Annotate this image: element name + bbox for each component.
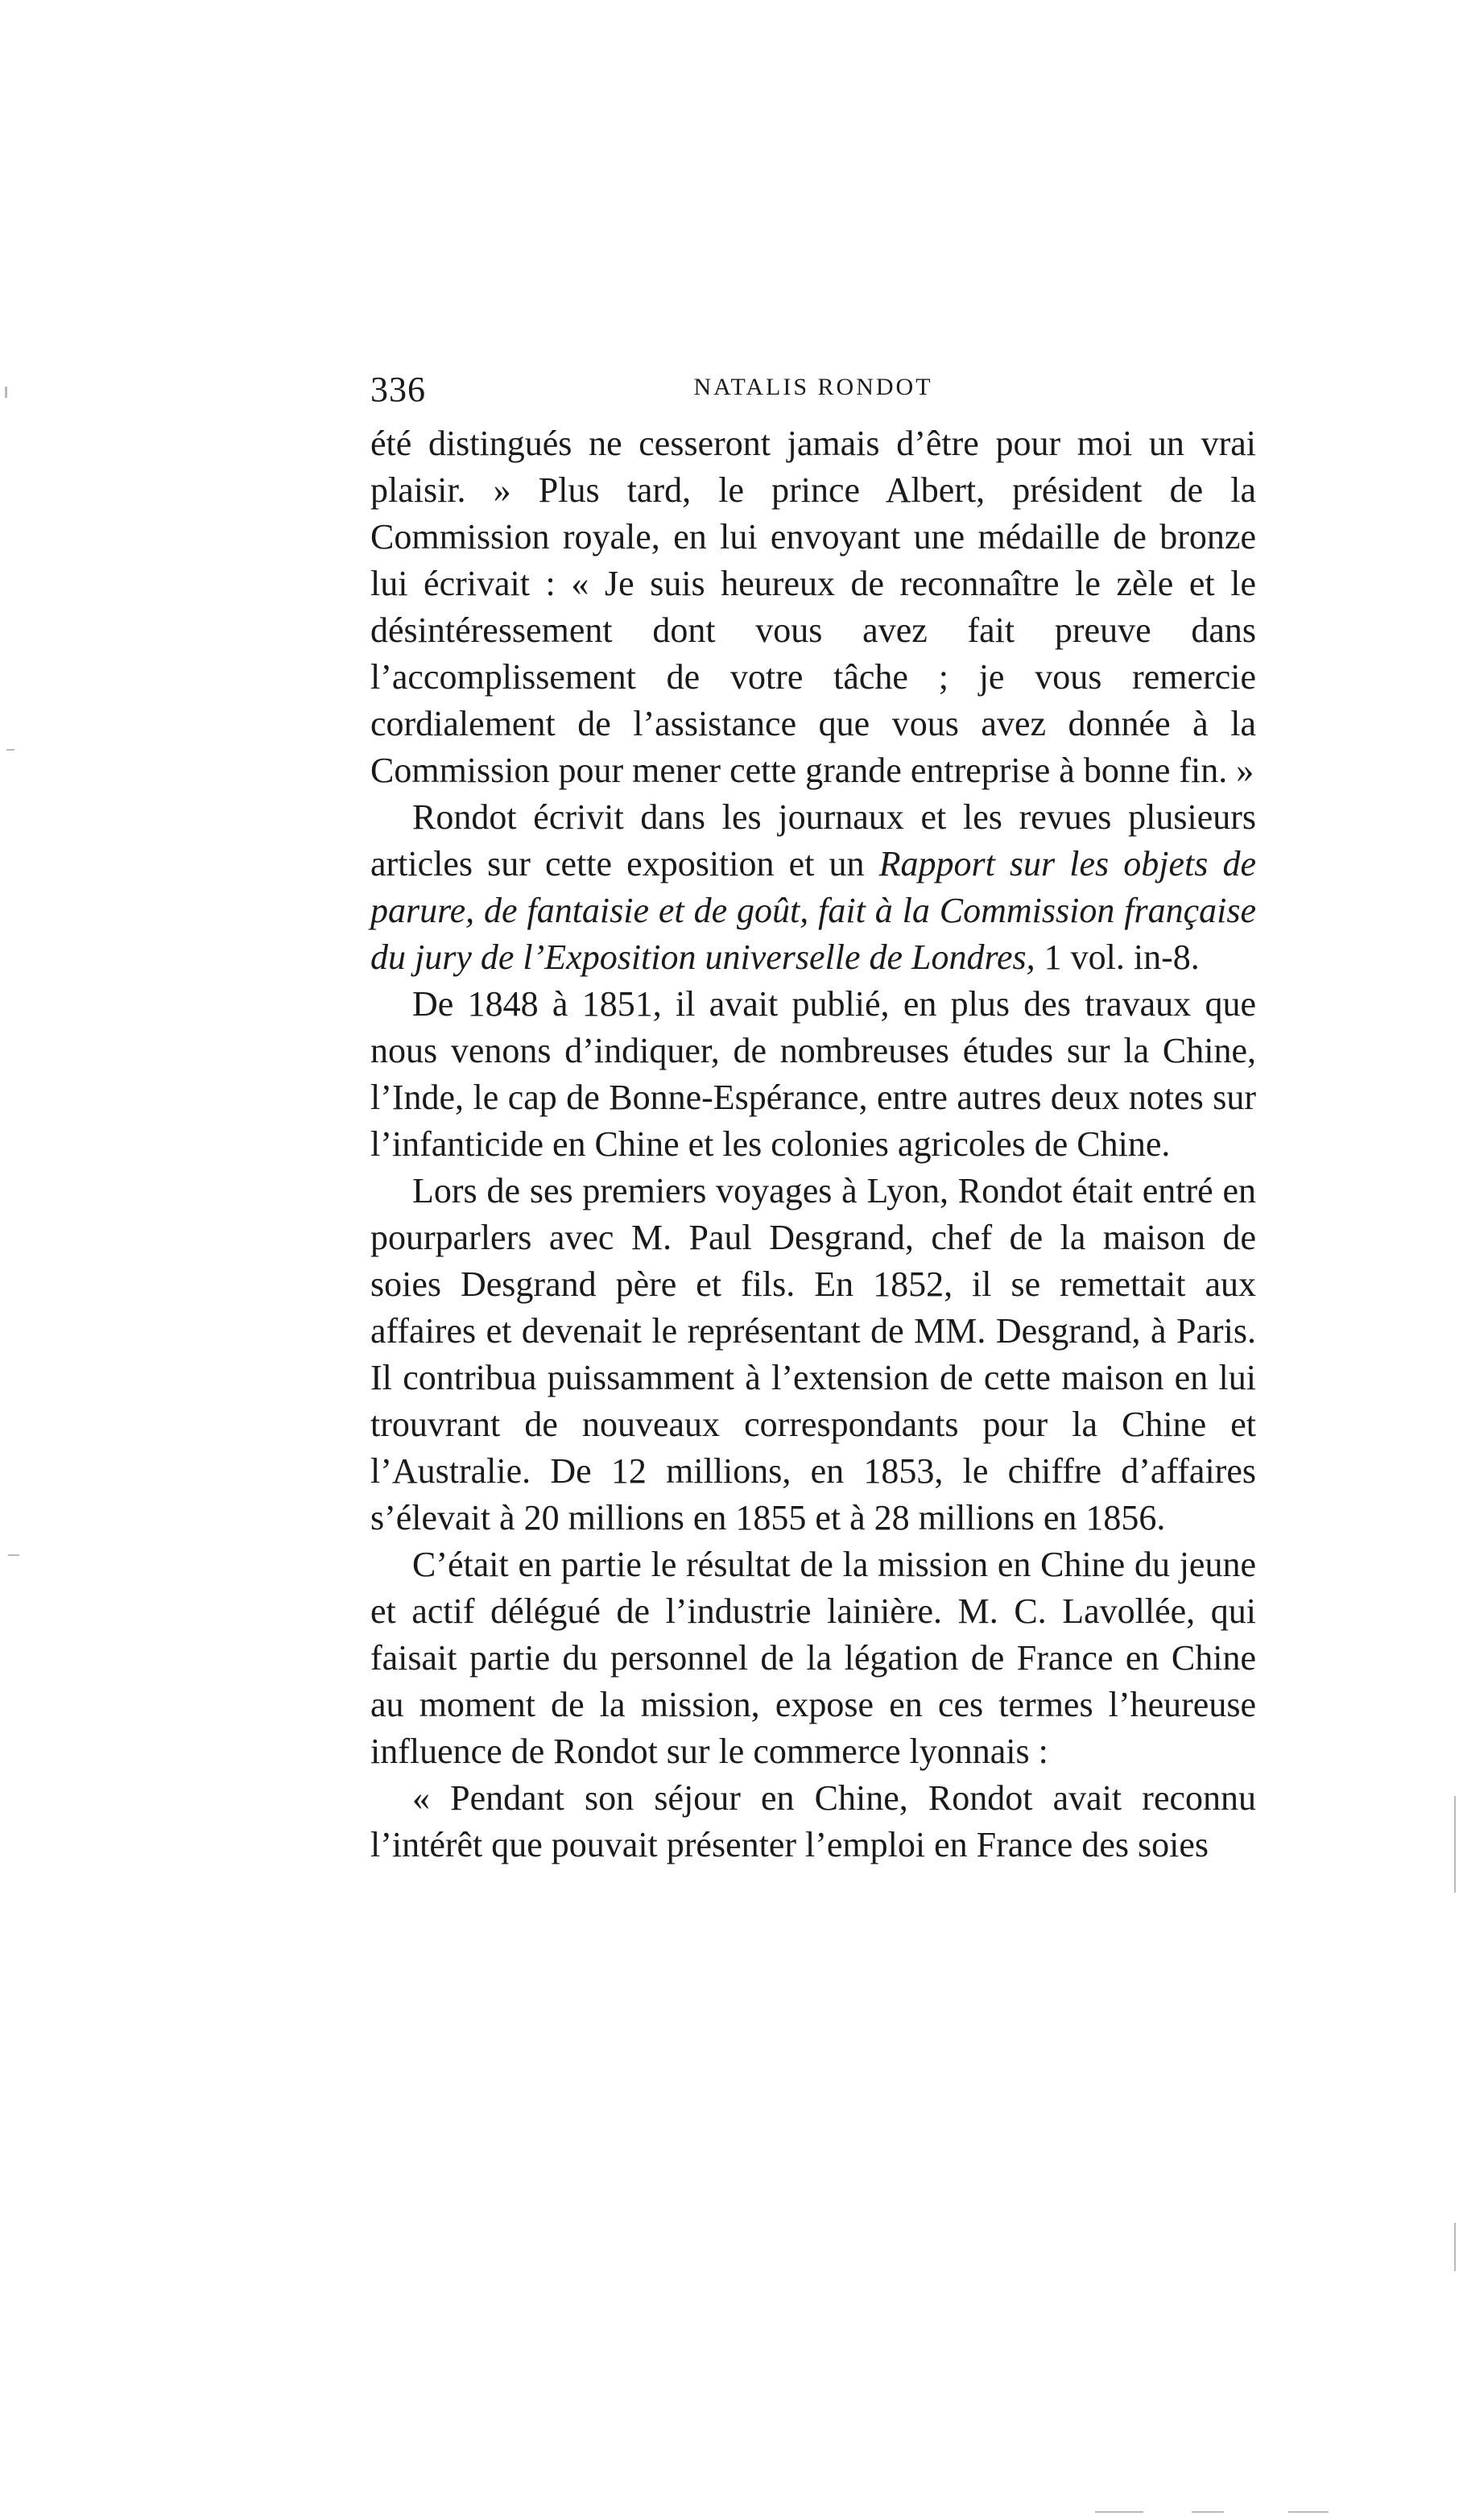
paragraph [370, 794, 1256, 981]
book-page [370, 369, 1256, 1868]
text-segment: été distingués ne cesseront jamais d’être pour moi un vrai plaisir. » Plus tard, le prince Albert, président de la Commission royale, en lui envoyant une médaille de bronze lui écrivait : « Je suis heureux de reconnaître le zèle et le désintéressement dont vous avez fait preuve dans l’accomplissement de votre tâche ; je vous remercie cordialement de l’assistance que vous avez donnée à la Commission pour mener cette grande entreprise à bonne fin. » [370, 424, 1256, 790]
margin-mark [1095, 2511, 1143, 2513]
page-number: 336 [370, 370, 426, 409]
italic-title: Rapport sur les objets de parure, de fantaisie et de goût, fait à la Commission française du jury de l’Exposition universelle de Londres, [370, 844, 1256, 977]
margin-mark [1454, 2223, 1456, 2271]
margin-mark [5, 387, 7, 398]
text-segment: Lors de ses premiers voyages à Lyon, Rondot était entré en pourparlers avec M. Paul Desgrand, chef de la maison de soies Desgrand père et fils. En 1852, il se remettait aux affaires et devenait le représentant de MM. Desgrand, à Paris. Il contribua puissamment à l’extension de cette maison en lui trouvrant de nouveaux correspondants pour la Chine et l’Australie. De 12 millions, en 1853, le chiffre d’affaires s’élevait à 20 millions en 1855 et à 28 millions en 1856. [370, 1171, 1256, 1537]
paragraph [370, 1541, 1256, 1775]
text-segment: De 1848 à 1851, il avait publié, en plus des travaux que nous venons d’indiquer, de nombreuses études sur la Chine, l’Inde, le cap de Bonne-Espérance, entre autres deux notes sur l’infanticide en Chine et les colonies agricoles de Chine. [370, 984, 1256, 1164]
text-segment: Rondot écrivit dans les journaux et les revues plusieurs articles sur cette exposition et un [370, 797, 1256, 883]
margin-mark [1288, 2511, 1329, 2513]
running-title: NATALIS RONDOT [693, 374, 933, 400]
margin-mark [1454, 1796, 1456, 1893]
margin-mark [8, 1554, 19, 1556]
text-segment: C’était en partie le résultat de la mission en Chine du jeune et actif délégué de l’industrie lainière. M. C. Lavollée, qui faisait partie du personnel de la légation de France en Chine au moment de la mission, expose en ces termes l’heureuse influence de Rondot sur le commerce lyonnais : [370, 1545, 1256, 1771]
margin-mark [6, 749, 14, 751]
running-head [370, 369, 1256, 417]
text-segment: « Pendant son séjour en Chine, Rondot avait reconnu l’intérêt que pouvait présenter l’emploi en France des soies [370, 1778, 1256, 1864]
paragraph [370, 1775, 1256, 1868]
text-segment: 1 vol. in-8. [1035, 937, 1200, 977]
text-body [370, 420, 1256, 1868]
margin-mark [1192, 2511, 1224, 2513]
paragraph [370, 1168, 1256, 1541]
paragraph [370, 420, 1256, 794]
paragraph [370, 981, 1256, 1168]
